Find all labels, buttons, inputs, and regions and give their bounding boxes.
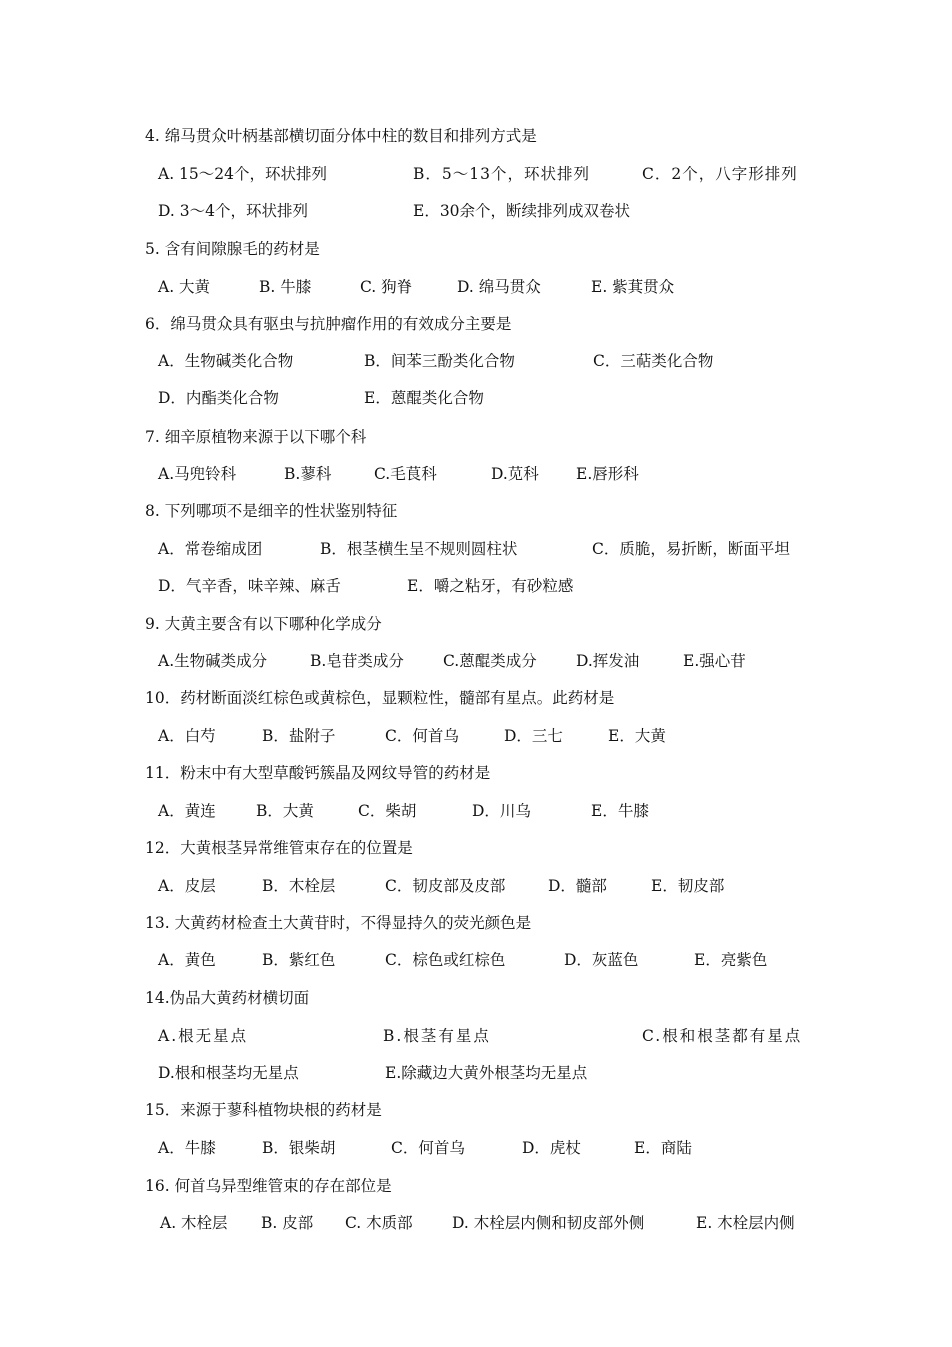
option-d: D. 木栓层内侧和韧皮部外侧 [452, 1214, 645, 1232]
option-e: E．蒽醌类化合物 [364, 389, 484, 407]
question-stem: 4. 绵马贯众叶柄基部横切面分体中柱的数目和排列方式是 [145, 127, 537, 145]
question-stem: 7. 细辛原植物来源于以下哪个科 [145, 428, 367, 446]
option-a: A. 大黄 [158, 278, 211, 296]
option-a: A．黄色 [158, 951, 216, 969]
question-stem: 14.伪品大黄药材横切面 [145, 989, 310, 1007]
question-stem: 8. 下列哪项不是细辛的性状鉴别特征 [145, 502, 398, 520]
option-e: E.唇形科 [576, 465, 639, 483]
option-d: D．三七 [504, 727, 563, 745]
option-a: A. 木栓层 [160, 1214, 228, 1232]
option-d: D．髓部 [548, 877, 607, 895]
option-d: D．内酯类化合物 [158, 389, 279, 407]
question-stem: 6．绵马贯众具有驱虫与抗肿瘤作用的有效成分主要是 [145, 315, 512, 333]
option-c: C．棕色或红棕色 [385, 951, 506, 969]
option-e: E．亮紫色 [694, 951, 768, 969]
option-c: C．2个，八字形排列 [642, 165, 798, 183]
option-a: A.生物碱类成分 [158, 652, 268, 670]
option-b: B．间苯三酚类化合物 [364, 352, 515, 370]
question-stem: 16. 何首乌异型维管束的存在部位是 [145, 1177, 392, 1195]
question-stem: 12．大黄根茎异常维管束存在的位置是 [145, 839, 413, 857]
option-c: C.根和根茎都有星点 [642, 1027, 803, 1045]
option-d: D．灰蓝色 [564, 951, 639, 969]
option-b: B．紫红色 [262, 951, 336, 969]
option-a: A．白芍 [158, 727, 216, 745]
option-a: A．常卷缩成团 [158, 540, 263, 558]
question-stem: 11．粉末中有大型草酸钙簇晶及网纹导管的药材是 [145, 764, 491, 782]
option-e: E．大黄 [608, 727, 666, 745]
option-e: E．牛膝 [591, 802, 649, 820]
option-c: C．何首乌 [385, 727, 459, 745]
option-d: D. 绵马贯众 [457, 278, 541, 296]
option-e: E．商陆 [634, 1139, 692, 1157]
option-b: B．木栓层 [262, 877, 336, 895]
question-stem: 13. 大黄药材检查土大黄苷时，不得显持久的荧光颜色是 [145, 914, 532, 932]
option-d: D.根和根茎均无星点 [158, 1064, 299, 1082]
option-c: C．质脆，易折断，断面平坦 [592, 540, 790, 558]
option-e: E.除藏边大黄外根茎均无星点 [385, 1064, 588, 1082]
option-a: A.马兜铃科 [158, 465, 237, 483]
option-c: C.毛茛科 [374, 465, 437, 483]
option-b: B.皂苷类成分 [310, 652, 404, 670]
option-e: E．嚼之粘牙，有砂粒感 [407, 577, 574, 595]
question-stem: 5. 含有间隙腺毛的药材是 [145, 240, 320, 258]
option-a: A．牛膝 [158, 1139, 216, 1157]
option-e: E.强心苷 [683, 652, 746, 670]
option-c: C. 木质部 [345, 1214, 413, 1232]
option-b: B．根茎横生呈不规则圆柱状 [320, 540, 518, 558]
option-e: E．韧皮部 [651, 877, 725, 895]
option-a: A. 15～24个，环状排列 [158, 165, 327, 183]
option-b: B. 皮部 [261, 1214, 314, 1232]
option-a: A.根无星点 [158, 1027, 249, 1045]
option-d: D.苋科 [491, 465, 539, 483]
option-c: C.蒽醌类成分 [443, 652, 537, 670]
option-b: B. 牛膝 [259, 278, 312, 296]
option-d: D．气辛香，味辛辣、麻舌 [158, 577, 341, 595]
option-b: B.根茎有星点 [383, 1027, 491, 1045]
option-b: B．盐附子 [262, 727, 336, 745]
option-b: B．5～13个，环状排列 [413, 165, 590, 183]
option-c: C．何首乌 [391, 1139, 465, 1157]
option-b: B．大黄 [256, 802, 314, 820]
option-d: D.挥发油 [576, 652, 640, 670]
option-e: E．30余个，断续排列成双卷状 [413, 202, 631, 220]
option-e: E. 紫萁贯众 [591, 278, 675, 296]
option-d: D. 3～4个，环状排列 [158, 202, 308, 220]
option-b: B.蓼科 [284, 465, 332, 483]
question-stem: 9. 大黄主要含有以下哪种化学成分 [145, 615, 382, 633]
question-stem: 15．来源于蓼科植物块根的药材是 [145, 1101, 382, 1119]
option-a: A．生物碱类化合物 [158, 352, 294, 370]
question-stem: 10．药材断面淡红棕色或黄棕色，显颗粒性，髓部有星点。此药材是 [145, 689, 615, 707]
option-e: E. 木栓层内侧 [696, 1214, 795, 1232]
option-c: C．韧皮部及皮部 [385, 877, 506, 895]
option-b: B．银柴胡 [262, 1139, 336, 1157]
option-a: A．黄连 [158, 802, 216, 820]
option-c: C．柴胡 [358, 802, 417, 820]
option-d: D．虎杖 [522, 1139, 581, 1157]
option-d: D．川乌 [472, 802, 531, 820]
option-a: A．皮层 [158, 877, 216, 895]
option-c: C．三萜类化合物 [593, 352, 714, 370]
option-c: C. 狗脊 [360, 278, 413, 296]
